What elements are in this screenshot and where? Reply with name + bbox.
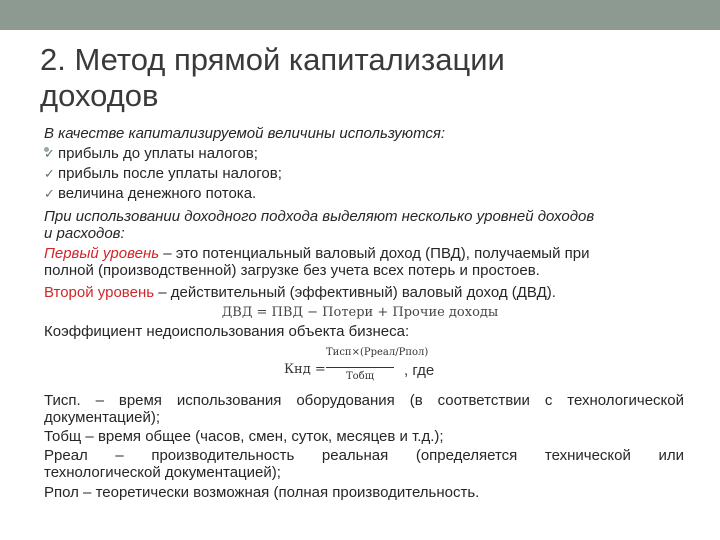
def-t-obsh: Тобщ – время общее (часов, смен, суток, месяцев и т.д.); <box>44 428 444 445</box>
list-item-label: величина денежного потока. <box>58 185 257 202</box>
first-level-line-1 <box>44 245 684 262</box>
second-level-line <box>44 284 684 301</box>
title-line-1: 2. Метод прямой капитализации <box>40 42 505 77</box>
second-level-text: – действительный (эффективный) валовый доход (ДВД). <box>154 284 556 301</box>
def-p-real-line-2: технологической документацией); <box>44 464 281 481</box>
def-p-real-line-1: Рреал – производительность реальная (определяется технической или <box>44 447 684 464</box>
first-level-line-2: полной (производственной) загрузке без учета всех потерь и простоев. <box>44 262 540 279</box>
formula-denominator: Тобщ <box>345 371 374 382</box>
second-level-label: Второй уровень <box>44 284 155 301</box>
top-bar <box>0 0 720 30</box>
first-level-text: – это потенциальный валовый доход (ПВД), получаемый при <box>159 245 590 262</box>
def-t-isp-line-2: документацией); <box>44 409 160 426</box>
list-item <box>44 165 684 182</box>
title-line-2: доходов <box>40 78 159 113</box>
formula-numerator: Тисп×(Рреал/Рпол) <box>326 347 429 358</box>
list-item-label: прибыль после уплаты налогов; <box>58 165 282 182</box>
slide-title <box>40 42 680 114</box>
levels-intro-line-2: и расходов: <box>44 225 125 242</box>
dvd-formula: ДВД = ПВД − Потери + Прочие доходы <box>221 305 499 320</box>
list-item <box>44 145 684 162</box>
fraction-bar <box>326 367 394 368</box>
list-item-label: прибыль до уплаты налогов; <box>58 145 258 162</box>
checkmark-icon: ✓ <box>44 186 55 201</box>
checkmark-icon: ✓ <box>44 146 55 161</box>
coef-intro: Коэффициент недоиспользования объекта бизнеса: <box>44 323 410 340</box>
formula-lhs: Кнд = <box>284 362 326 377</box>
checkmark-icon: ✓ <box>44 166 55 181</box>
def-t-isp-line-1: Тисп. – время использования оборудования (в соответствии с технологической <box>44 392 684 409</box>
formula-tail: , где <box>404 362 435 379</box>
first-level-label: Первый уровень <box>44 245 160 262</box>
intro-text: В качестве капитализируемой величины используются: <box>44 125 446 142</box>
def-p-pol: Рпол – теоретически возможная (полная производительность. <box>44 484 480 501</box>
levels-intro-line-1: При использовании доходного подхода выделяют несколько уровней доходов <box>44 208 595 225</box>
list-item <box>44 185 684 202</box>
